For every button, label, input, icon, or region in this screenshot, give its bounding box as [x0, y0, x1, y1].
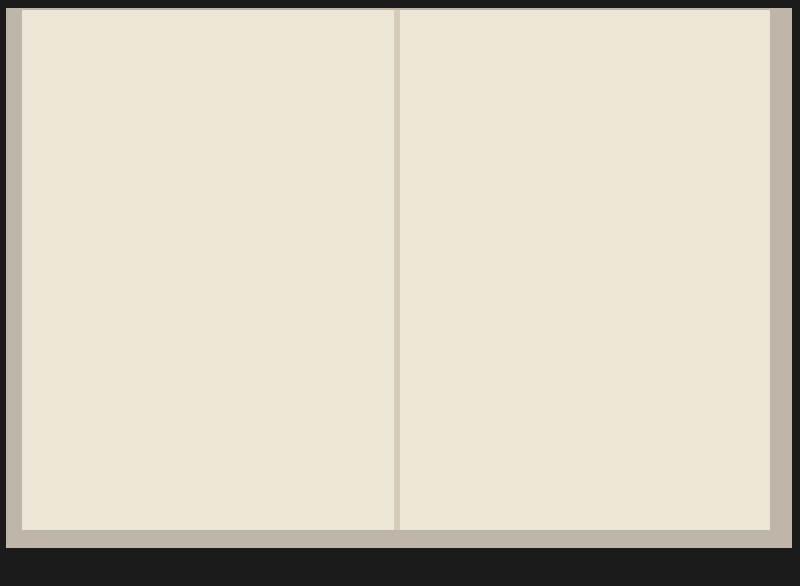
left-page — [22, 10, 394, 530]
right-page — [400, 10, 770, 530]
